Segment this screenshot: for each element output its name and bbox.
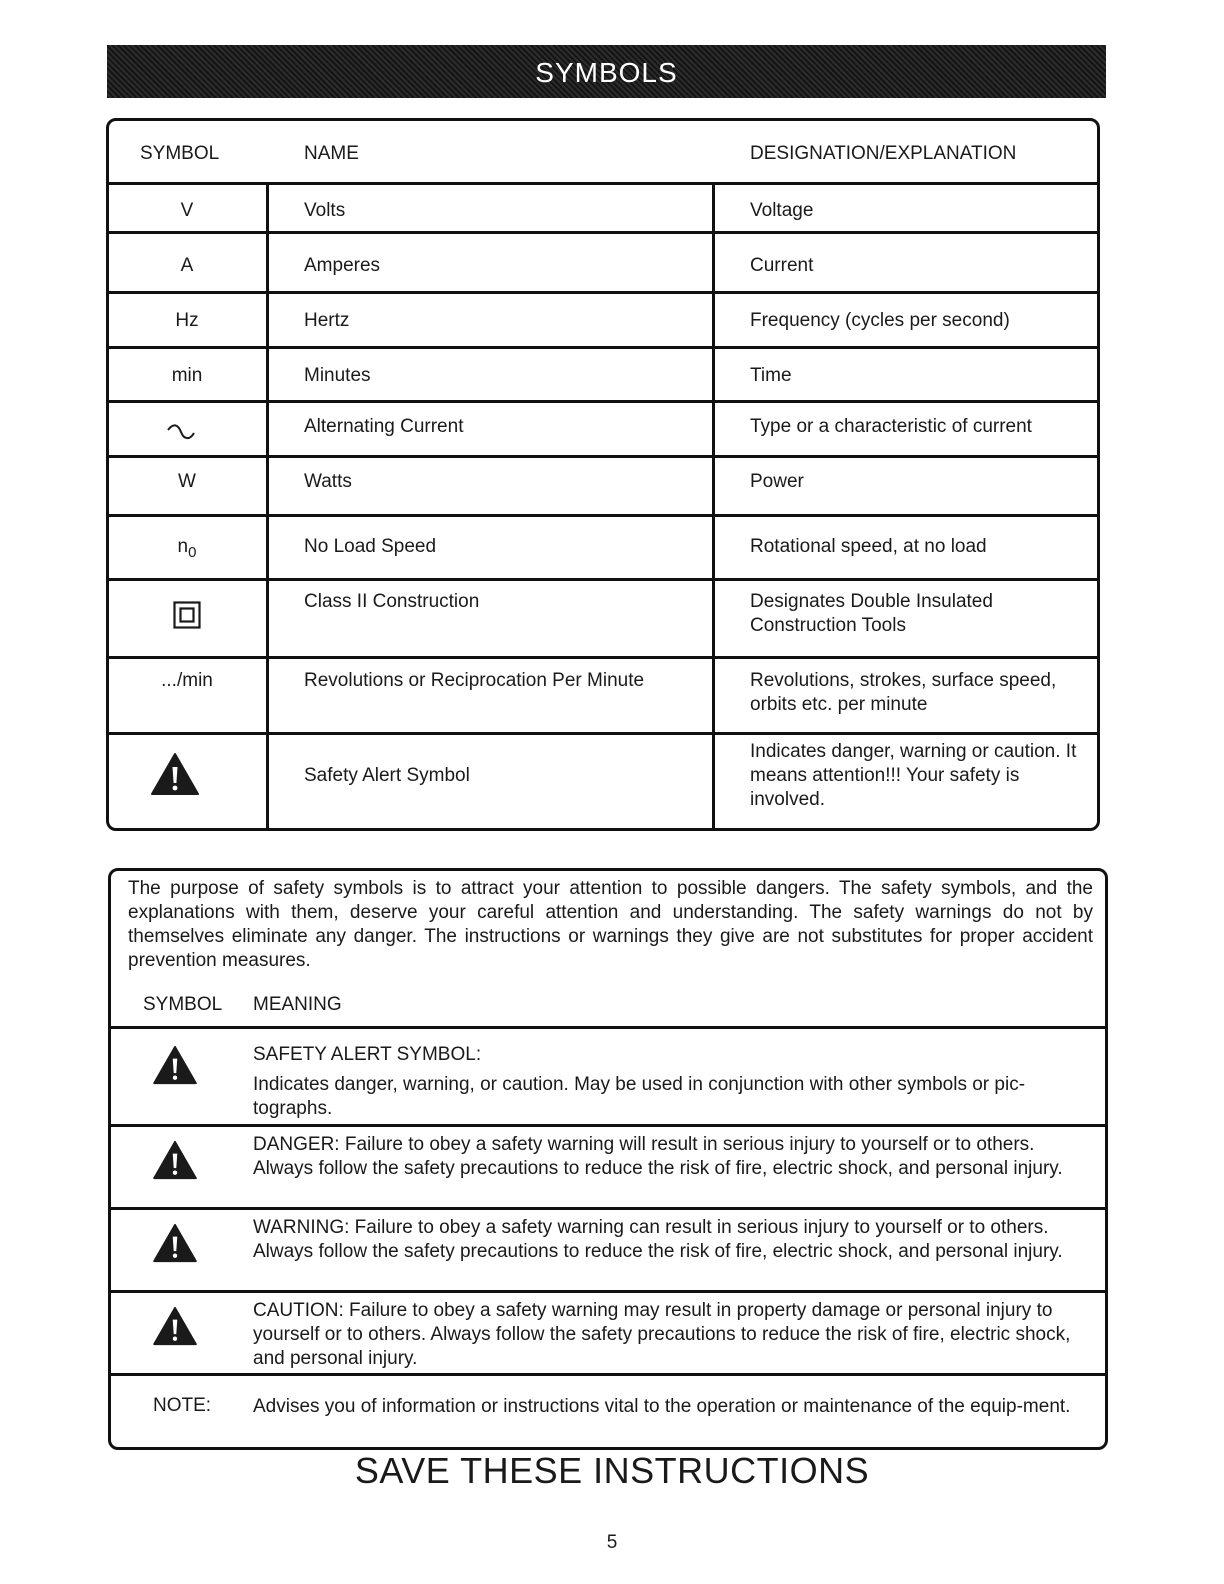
symbol-per-minute: .../min [161, 670, 213, 691]
row-divider [111, 1124, 1105, 1127]
explanation-class-ii: Designates Double Insulated Construction Tools [750, 591, 993, 636]
meaning-header-meaning: MEANING [253, 994, 342, 1015]
class-ii-construction-icon [173, 601, 201, 629]
header-symbol: SYMBOL [140, 143, 220, 164]
explanation-hertz: Frequency (cycles per second) [750, 310, 1010, 331]
explanation-volts: Voltage [750, 200, 814, 221]
page-number: 5 [606, 1532, 618, 1553]
name-hertz: Hertz [304, 310, 350, 331]
symbol-volts: V [180, 200, 194, 221]
row-divider [109, 231, 1097, 234]
row-divider [109, 455, 1097, 458]
purpose-intro: The purpose of safety symbols is to attract your attention to possible dangers. The safety symbols, and the explanations with them, deserve your careful attention and understanding. The safety warnings do not by themselves eliminate any danger. The instructions or warnings they give are not substitutes for proper accident prevention measures. [128, 878, 1093, 971]
symbol-watts: W [178, 471, 196, 492]
meaning-header-symbol: SYMBOL [143, 994, 223, 1015]
danger-text: DANGER: Failure to obey a safety warning will result in serious injury to yourself or to others. Always follow the safety precautions to reduce the risk of fire, electric shock, and personal injury. [253, 1134, 1063, 1179]
explanation-safety-alert: Indicates danger, warning or caution. It means attention!!! Your safety is involved. [750, 741, 1077, 810]
name-safety-alert: Safety Alert Symbol [304, 765, 470, 786]
symbol-hertz: Hz [175, 310, 199, 331]
alternating-current-icon [165, 421, 197, 445]
name-class-ii: Class II Construction [304, 591, 480, 612]
safety-alert-icon [152, 1045, 198, 1085]
row-divider [111, 1290, 1105, 1293]
name-per-minute: Revolutions or Reciprocation Per Minute [304, 670, 645, 691]
explanation-alternating-current: Type or a characteristic of current [750, 416, 1032, 437]
row-divider [109, 732, 1097, 735]
explanation-minutes: Time [750, 365, 792, 386]
safety-alert-icon [152, 1223, 198, 1263]
row-divider [111, 1026, 1105, 1029]
safety-symbols-meaning [108, 868, 1108, 1450]
explanation-no-load-speed: Rotational speed, at no load [750, 536, 987, 557]
row-divider [109, 182, 1097, 185]
name-volts: Volts [304, 200, 346, 221]
name-amperes: Amperes [304, 255, 381, 276]
symbol-minutes: min [171, 365, 203, 386]
symbol-no-load-speed [109, 535, 265, 565]
warning-text: WARNING: Failure to obey a safety warning can result in serious injury to yourself or to others. Always follow the safety precautions to reduce the risk of fire, electric shock, and personal injury. [253, 1217, 1063, 1262]
name-watts: Watts [304, 471, 352, 492]
explanation-amperes: Current [750, 255, 814, 276]
row-divider [109, 656, 1097, 659]
row-divider [111, 1373, 1105, 1376]
note-text: Advises you of information or instructions vital to the operation or maintenance of the equip-ment. [253, 1396, 1071, 1417]
safety-alert-icon [152, 1306, 198, 1346]
header-name: NAME [304, 143, 359, 164]
row-divider [111, 1207, 1105, 1210]
safety-alert-icon [152, 1140, 198, 1180]
section-banner: SYMBOLS [107, 45, 1106, 98]
name-no-load-speed: No Load Speed [304, 536, 437, 557]
name-alternating-current: Alternating Current [304, 416, 464, 437]
row-divider [109, 346, 1097, 349]
explanation-watts: Power [750, 471, 804, 492]
name-minutes: Minutes [304, 365, 371, 386]
save-instructions-heading: SAVE THESE INSTRUCTIONS [354, 1450, 870, 1491]
caution-text: CAUTION: Failure to obey a safety warning may result in property damage or personal injury to yourself or to others. Always follow the safety precautions to reduce the risk of fire, electric shock, and personal injury. [253, 1300, 1071, 1369]
safety-alert-icon [150, 752, 200, 796]
symbol-n: n [177, 536, 189, 557]
symbol-subscript: 0 [188, 543, 197, 561]
column-divider [266, 184, 269, 828]
column-divider [712, 184, 715, 828]
symbol-amperes: A [180, 255, 194, 276]
safety-alert-title: SAFETY ALERT SYMBOL: [253, 1044, 482, 1065]
safety-alert-text: Indicates danger, warning, or caution. May be used in conjunction with other symbols or pic-tographs. [253, 1074, 1026, 1119]
symbols-table [106, 118, 1100, 831]
note-label: NOTE: [153, 1395, 212, 1416]
row-divider [109, 514, 1097, 517]
header-explanation: DESIGNATION/EXPLANATION [750, 143, 1017, 164]
row-divider [109, 291, 1097, 294]
row-divider [109, 578, 1097, 581]
explanation-per-minute: Revolutions, strokes, surface speed, orbits etc. per minute [750, 670, 1057, 715]
row-divider [109, 400, 1097, 403]
